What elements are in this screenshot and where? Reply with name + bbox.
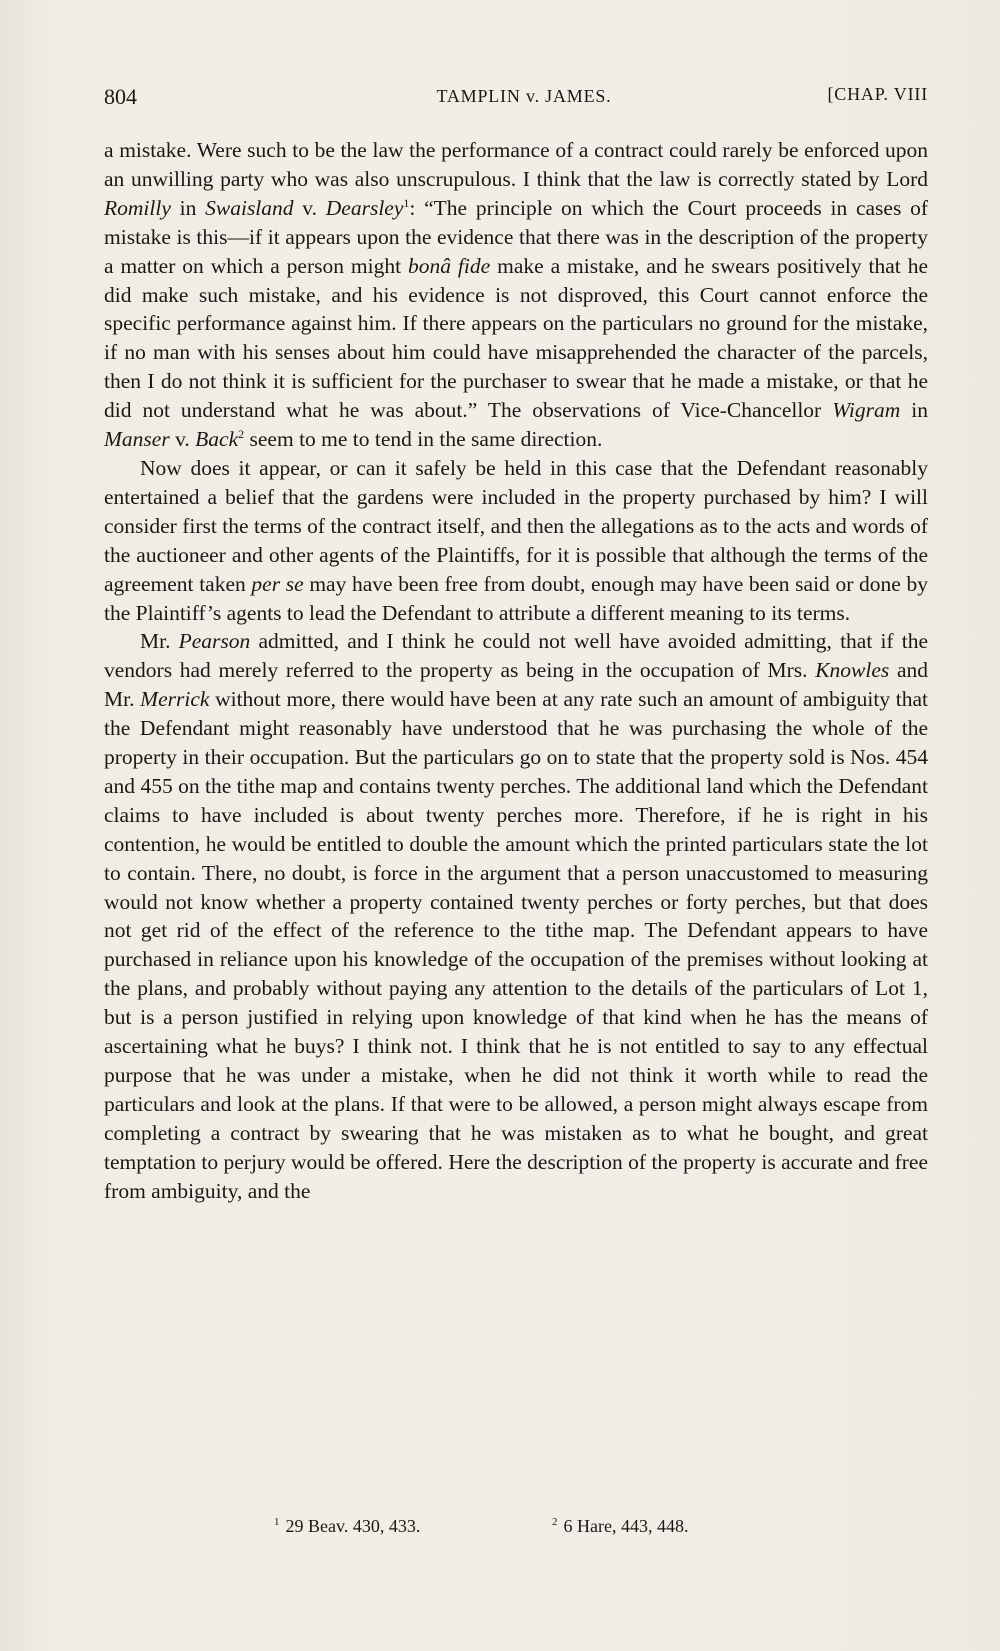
footnote-marker: 1 [274, 1516, 280, 1528]
text-run: make a mistake, and he swears positively that he did make such mistake, and his evidence is not disproved, this Court cannot enforce the specific performance against him. If there appears on the particulars no ground for the mistake, if no man with his senses about him could have misapprehended the character of the parcels, then I do not think it is sufficient for the purchaser to swear that he made a mistake, or that he did not understand what he was about.” The observations of Vice-Chancellor [104, 253, 928, 423]
italic-text: Back [195, 427, 239, 452]
text-run: seem to me to tend in the same direction. [244, 427, 603, 452]
text-run: : “The principle on which the Court proceeds in cases of mistake is this—if it appears upon the evidence that there was in the description of the property a matter on which a person might [104, 195, 929, 278]
italic-text: Wigram [832, 398, 901, 423]
italic-text: Romilly [104, 195, 171, 220]
footnote-text: 29 Beav. 430, 433. [285, 1516, 421, 1536]
text-run: a mistake. Were such to be the law the performance of a contract could rarely be enforced upon an unwilling party who was also unscrupulous. I think that the law is correctly stated by Lord [104, 138, 928, 191]
text-run: in [170, 195, 206, 220]
italic-text: Merrick [140, 687, 210, 712]
text-run: admitted, and I think he could not well have avoided admitting, that if the vendors had merely referred to the property as being in the occupation of Mrs. [104, 629, 929, 683]
paragraph [104, 136, 928, 454]
text-run: v. [293, 195, 326, 220]
text-run: v. [169, 427, 196, 452]
text-run: without more, there would have been at any rate such an amount of ambiguity that the Defendant might reasonably have understood that he was purchasing the whole of the property in their occupation. But the particulars go on to state that the property sold is Nos. 454 and 455 on the tithe map and contains twenty perches. The additional land which the Defendant claims to have included is about twenty perches more. Therefore, if he is right in his contention, he would be entitled to double the amount which the printed particulars state the lot to contain. There, no doubt, is force in the argument that a person unaccustomed to measuring would not know whether a property contained twenty perches or forty perches, but that does not get rid of the effect of the reference to the tithe map. The Defendant appears to have purchased in reliance upon his knowledge of the occupation of the premises without looking at the plans, and probably without paying any attention to the details of the particulars of Lot 1, but is a person justified in relying upon knowledge of that kind when he has the means of ascertaining what he buys? I think not. I think that he is not entitled to say to any effectual purpose that he was under a mistake, when he did not think it worth while to read the particulars and look at the plans. If that were to be allowed, a person might always escape from completing a contract by swearing that he was mistaken as to what he bought, and great temptation to perjury would be offered. Here the description of the property is accurate and free from ambiguity, and the [104, 687, 928, 1203]
text-run: in [900, 398, 928, 423]
italic-text: Pearson [178, 629, 251, 654]
running-head [104, 84, 928, 114]
footnote [552, 1516, 688, 1537]
text-run: Mr. [140, 629, 179, 654]
text-run: and Mr. [104, 658, 928, 712]
paragraph [104, 454, 928, 627]
paragraph [104, 627, 928, 1205]
italic-text: bonâ fide [408, 253, 491, 278]
italic-text: Swaisland [205, 195, 294, 220]
footnotes [104, 1516, 928, 1546]
body-text [104, 136, 928, 1206]
case-title: TAMPLIN v. JAMES. [436, 86, 612, 106]
italic-text: Dearsley [325, 195, 404, 220]
text-run: may have been free from doubt, enough may have been said or done by the Plaintiff’s agents to lead the Defendant to attribute a different meaning to its terms. [104, 571, 928, 625]
footnote-text: 6 Hare, 443, 448. [563, 1516, 689, 1536]
footnote-marker: 2 [552, 1516, 558, 1528]
footnote-reference: 1 [403, 195, 410, 210]
page-number: 804 [104, 84, 137, 109]
footnote-reference: 2 [238, 426, 245, 441]
italic-text: Manser [104, 427, 170, 452]
chapter-heading: [CHAP. VIII [827, 84, 928, 104]
italic-text: Knowles [815, 658, 890, 683]
text-run: Now does it appear, or can it safely be held in this case that the Defendant reasonably entertained a belief that the gardens were included in the property purchased by him? I will consider first the terms of the contract itself, and then the allegations as to the acts and words of the auctioneer and other agents of the Plaintiffs, for it is possible that although the terms of the agreement taken [104, 455, 928, 596]
footnote [274, 1516, 420, 1537]
italic-text: per se [251, 571, 304, 596]
